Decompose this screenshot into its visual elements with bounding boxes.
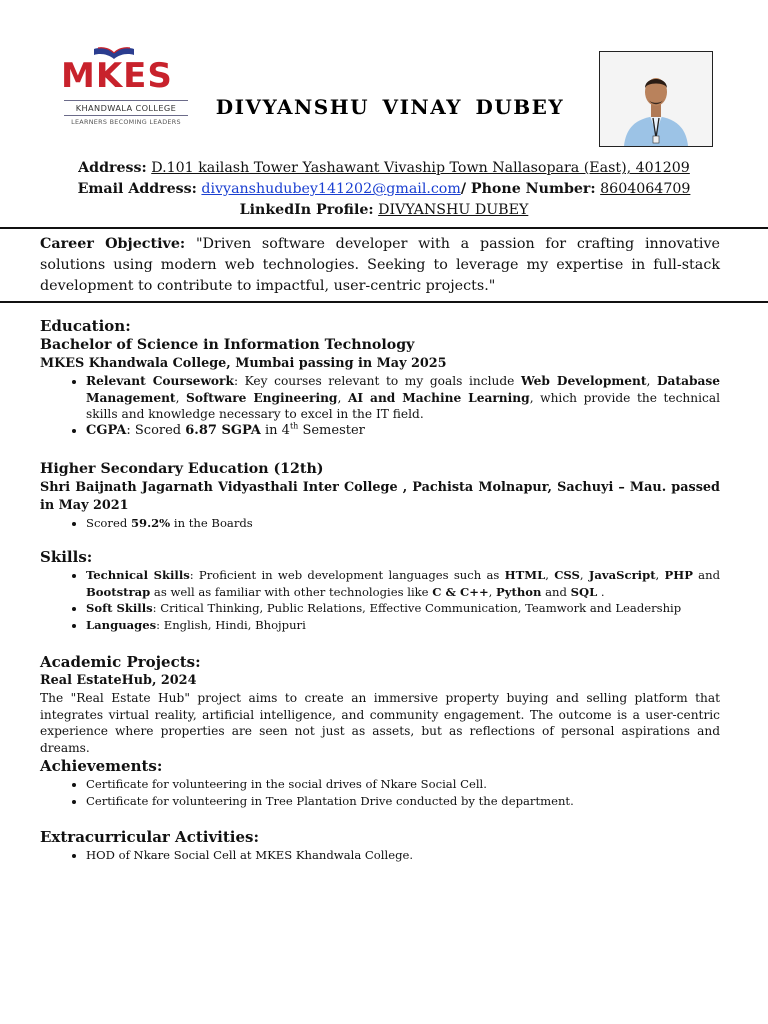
- coursework-item: • Relevant Coursework: Key courses relevant to my goals include Web Development, Database Management, Software Engineering, AI and Machine Learning, which provide the technical skills and knowledge necessary to excel in the IT field.: [86, 373, 720, 423]
- contact-block: [0, 158, 768, 221]
- projects-heading: Academic Projects:: [40, 653, 201, 671]
- college-logo: [56, 40, 196, 132]
- skills-heading: Skills:: [40, 548, 93, 566]
- email-phone-line: [0, 179, 768, 200]
- achievements-heading: Achievements:: [40, 757, 163, 775]
- hsc-heading: Higher Secondary Education (12th): [40, 461, 324, 477]
- languages-item: • Languages: English, Hindi, Bhojpuri: [86, 617, 720, 634]
- list-item: • Certificate for volunteering in Tree Plantation Drive conducted by the department.: [86, 793, 720, 810]
- education-heading: Education:: [40, 317, 131, 335]
- extracurricular-list: [40, 847, 720, 864]
- hsc-section: [40, 459, 720, 532]
- degree-institution: MKES Khandwala College, Mumbai passing in May 2025: [40, 356, 447, 371]
- degree-title: Bachelor of Science in Information Technology: [40, 337, 415, 353]
- email-link[interactable]: divyanshudubey141202@gmail.com: [201, 181, 461, 197]
- extracurricular-section: [40, 827, 720, 864]
- linkedin-label: LinkedIn Profile:: [239, 202, 374, 218]
- hsc-details-list: [40, 515, 720, 532]
- project-description: The "Real Estate Hub" project aims to create an immersive property buying and selling platform that integrates virtual reality, artificial intelligence, and community engagement. The outcome is a user-centric experience where properties are seen not just as assets, but as reflections of personal aspirations and dreams.: [40, 691, 720, 755]
- address-text: D.101 kailash Tower Yashawant Vivaship Town Nallasopara (East), 401209: [151, 160, 690, 176]
- objective-label: Career Objective:: [40, 236, 186, 252]
- objective-text: "Driven software developer with a passion for crafting innovative solutions using modern web technologies. Seeking to leverage my expertise in full-stack development to contribute to impactful, user-centric projects.": [40, 236, 720, 294]
- linkedin-link[interactable]: DIVYANSHU DUBEY: [378, 202, 529, 218]
- hsc-score-item: • Scored 59.2% in the Boards: [86, 515, 720, 532]
- education-section: [40, 316, 720, 439]
- extracurricular-heading: Extracurricular Activities:: [40, 828, 260, 846]
- person-photo-icon: [600, 52, 712, 146]
- cgpa-item: • CGPA: Scored 6.87 SGPA in 4th Semester: [86, 423, 720, 440]
- projects-section: [40, 652, 720, 756]
- logo-tagline: LEARNERS BECOMING LEADERS: [71, 118, 181, 126]
- divider-bottom: [0, 301, 768, 303]
- skills-section: [40, 547, 720, 633]
- degree-details-list: [40, 373, 720, 439]
- logo-college-name: KHANDWALA COLLEGE: [64, 100, 188, 116]
- project-title: Real EstateHub, 2024: [40, 673, 197, 688]
- logo-brand: MKES: [61, 56, 173, 96]
- technical-skills-item: • Technical Skills: Proficient in web development languages such as HTML, CSS, JavaScript, PHP and Bootstrap as well as familiar with other technologies like C & C++, Python and SQL .: [86, 567, 720, 600]
- linkedin-line: [0, 200, 768, 221]
- phone-label: / Phone Number:: [460, 181, 596, 197]
- list-item: • Certificate for volunteering in the social drives of Nkare Social Cell.: [86, 776, 720, 793]
- achievements-list: [40, 776, 720, 809]
- phone-number: 8604064709: [600, 181, 691, 197]
- hsc-institution: Shri Baijnath Jagarnath Vidyasthali Inter College , Pachista Molnapur, Sachuyi – Mau. passed in May 2021: [40, 480, 720, 513]
- profile-photo: [599, 51, 713, 147]
- divider-top: [0, 227, 768, 229]
- candidate-name: DIVYANSHU VINAY DUBEY: [215, 95, 565, 119]
- skills-list: [40, 567, 720, 633]
- list-item: • HOD of Nkare Social Cell at MKES Khandwala College.: [86, 847, 720, 864]
- address-line: [0, 158, 768, 179]
- career-objective: [40, 234, 720, 297]
- address-label: Address:: [78, 160, 147, 176]
- achievements-section: [40, 756, 720, 809]
- email-label: Email Address:: [77, 181, 197, 197]
- soft-skills-item: • Soft Skills: Critical Thinking, Public Relations, Effective Communication, Teamwork and Leadership: [86, 600, 720, 617]
